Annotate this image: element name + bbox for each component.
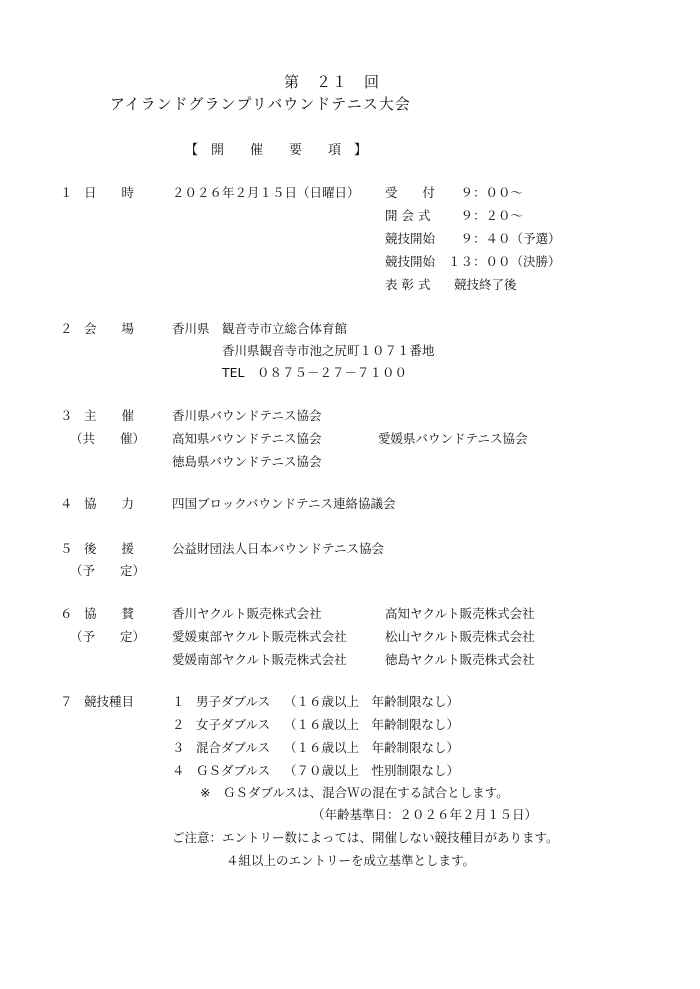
schedule-time: １３：００（決勝） bbox=[448, 254, 561, 269]
sponsor-item: 愛媛南部ヤクルト販売株式会社 bbox=[172, 652, 347, 667]
document-subtitle: 【 開 催 要 項 】 bbox=[185, 143, 368, 158]
gs-note: ※ ＧＳダブルスは、混合Ｗの混在する試合とします。 bbox=[200, 785, 509, 800]
date-value: ２０２６年２月１５日（日曜日） bbox=[172, 185, 360, 200]
section-number: ３ bbox=[60, 408, 73, 423]
date-label: 日 時 bbox=[84, 185, 135, 200]
event-condition: （７０歳以上 性別制限なし） bbox=[284, 763, 460, 778]
sponsor-item: 香川ヤクルト販売株式会社 bbox=[172, 606, 322, 621]
venue-prefecture: 香川県 bbox=[172, 321, 210, 336]
schedule-label: 表 彰 式 bbox=[385, 277, 431, 292]
co-host-item: 徳島県バウンドテニス協会 bbox=[172, 454, 322, 469]
venue-tel: TEL ０８７５－２７－７１００ bbox=[222, 365, 407, 380]
sponsor-item: 高知ヤクルト販売株式会社 bbox=[385, 606, 535, 621]
section-number: ５ bbox=[60, 541, 73, 556]
event-number: １ bbox=[172, 694, 185, 709]
cooperation-value: 四国ブロックバウンドテニス連絡協議会 bbox=[172, 496, 396, 511]
caution-note: ご注意：エントリー数によっては、開催しない競技種目があります。 bbox=[172, 830, 559, 845]
co-host-item: 高知県バウンドテニス協会 bbox=[172, 431, 322, 446]
caution-note-2: ４組以上のエントリーを成立基準とします。 bbox=[226, 853, 476, 868]
cooperation-label: 協 力 bbox=[84, 496, 135, 511]
host-value: 香川県バウンドテニス協会 bbox=[172, 408, 322, 423]
sponsor-sub-label: （予 定） bbox=[70, 629, 146, 644]
schedule-time: ９：００～ bbox=[448, 185, 524, 200]
edition-title: 第 ２１ 回 bbox=[284, 73, 381, 91]
event-number: ４ bbox=[172, 763, 185, 778]
sponsor-label: 協 賛 bbox=[84, 606, 135, 621]
section-number: ２ bbox=[60, 321, 73, 336]
event-name: ＧＳダブルス bbox=[196, 763, 271, 778]
schedule-label: 受 付 bbox=[385, 185, 436, 200]
section-number: ４ bbox=[60, 496, 73, 511]
event-name: 混合ダブルス bbox=[196, 740, 271, 755]
sponsor-item: 松山ヤクルト販売株式会社 bbox=[385, 629, 535, 644]
event-name: 女子ダブルス bbox=[196, 717, 271, 732]
section-number: ７ bbox=[60, 694, 73, 709]
venue-label: 会 場 bbox=[84, 321, 135, 336]
host-label: 主 催 bbox=[84, 408, 135, 423]
event-name: 男子ダブルス bbox=[196, 694, 271, 709]
schedule-label: 開 会 式 bbox=[385, 208, 431, 223]
schedule-time: 競技終了後 bbox=[454, 277, 517, 292]
schedule-time: ９：２０～ bbox=[448, 208, 524, 223]
age-base-date: （年齢基準日：２０２６年２月１５日） bbox=[312, 807, 538, 822]
event-condition: （１６歳以上 年齢制限なし） bbox=[284, 740, 460, 755]
venue-address: 香川県観音寺市池之尻町１０７１番地 bbox=[222, 343, 435, 358]
event-condition: （１６歳以上 年齢制限なし） bbox=[284, 694, 460, 709]
sponsor-item: 愛媛東部ヤクルト販売株式会社 bbox=[172, 629, 347, 644]
events-label: 競技種目 bbox=[84, 694, 135, 709]
schedule-time: ９：４０（予選） bbox=[448, 231, 561, 246]
co-host-item: 愛媛県バウンドテニス協会 bbox=[378, 431, 528, 446]
support-value: 公益財団法人日本バウンドテニス協会 bbox=[172, 541, 385, 556]
section-number: １ bbox=[60, 185, 73, 200]
support-sub-label: （予 定） bbox=[70, 563, 146, 578]
schedule-label: 競技開始 bbox=[385, 231, 436, 246]
sponsor-item: 徳島ヤクルト販売株式会社 bbox=[385, 652, 535, 667]
co-host-label: （共 催） bbox=[70, 431, 146, 446]
support-label: 後 援 bbox=[84, 541, 135, 556]
event-number: ３ bbox=[172, 740, 185, 755]
event-title: アイランドグランプリバウンドテニス大会 bbox=[110, 95, 411, 113]
event-number: ２ bbox=[172, 717, 185, 732]
venue-name: 観音寺市立総合体育館 bbox=[222, 321, 348, 336]
schedule-label: 競技開始 bbox=[385, 254, 436, 269]
section-number: ６ bbox=[60, 606, 73, 621]
event-condition: （１６歳以上 年齢制限なし） bbox=[284, 717, 460, 732]
